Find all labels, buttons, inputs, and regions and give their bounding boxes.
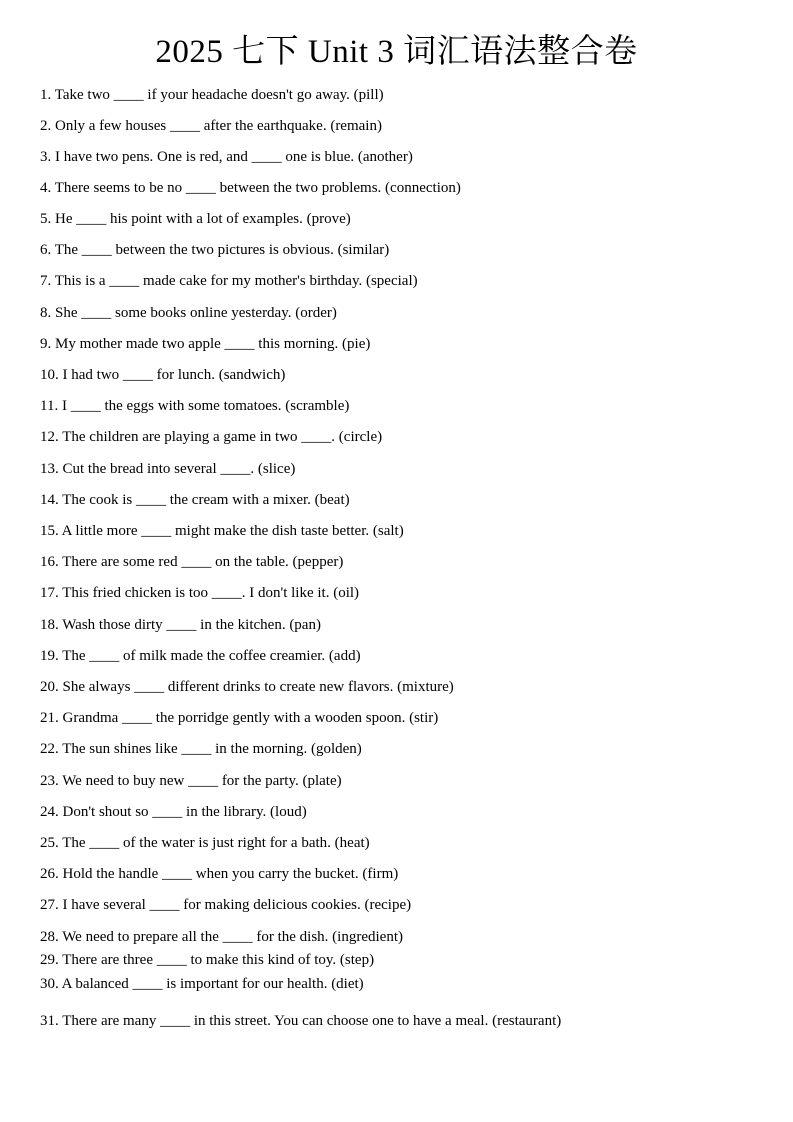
question-19: 19. The ____ of milk made the coffee creamier. (add) bbox=[40, 648, 361, 664]
question-13: 13. Cut the bread into several ____. (slice) bbox=[40, 461, 296, 477]
question-15: 15. A little more ____ might make the dish taste better. (salt) bbox=[40, 523, 404, 539]
question-8: 8. She ____ some books online yesterday. (order) bbox=[40, 305, 337, 321]
question-26: 26. Hold the handle ____ when you carry the bucket. (firm) bbox=[40, 866, 399, 882]
question-3: 3. I have two pens. One is red, and ____ one is blue. (another) bbox=[40, 149, 413, 165]
question-28: 28. We need to prepare all the ____ for the dish. (ingredient) bbox=[40, 929, 403, 945]
question-21: 21. Grandma ____ the porridge gently with a wooden spoon. (stir) bbox=[40, 710, 439, 726]
question-27: 27. I have several ____ for making delicious cookies. (recipe) bbox=[40, 897, 412, 913]
question-30: 30. A balanced ____ is important for our health. (diet) bbox=[40, 976, 364, 992]
question-17: 17. This fried chicken is too ____. I don't like it. (oil) bbox=[40, 585, 360, 601]
question-12: 12. The children are playing a game in two ____. (circle) bbox=[40, 429, 383, 445]
page-title: 2025 七下 Unit 3 词汇语法整合卷 bbox=[155, 34, 638, 70]
question-9: 9. My mother made two apple ____ this morning. (pie) bbox=[40, 336, 371, 352]
question-5: 5. He ____ his point with a lot of examples. (prove) bbox=[40, 211, 351, 227]
question-14: 14. The cook is ____ the cream with a mixer. (beat) bbox=[40, 492, 350, 508]
question-31: 31. There are many ____ in this street. You can choose one to have a meal. (restaurant) bbox=[40, 1013, 562, 1029]
question-7: 7. This is a ____ made cake for my mother's birthday. (special) bbox=[40, 273, 418, 289]
question-6: 6. The ____ between the two pictures is obvious. (similar) bbox=[40, 242, 390, 258]
question-23: 23. We need to buy new ____ for the party. (plate) bbox=[40, 773, 342, 789]
question-4: 4. There seems to be no ____ between the two problems. (connection) bbox=[40, 180, 461, 196]
question-22: 22. The sun shines like ____ in the morning. (golden) bbox=[40, 741, 362, 757]
question-2: 2. Only a few houses ____ after the earthquake. (remain) bbox=[40, 118, 382, 134]
question-20: 20. She always ____ different drinks to create new flavors. (mixture) bbox=[40, 679, 454, 695]
question-1: 1. Take two ____ if your headache doesn't go away. (pill) bbox=[40, 87, 384, 103]
question-10: 10. I had two ____ for lunch. (sandwich) bbox=[40, 367, 286, 383]
question-11: 11. I ____ the eggs with some tomatoes. (scramble) bbox=[40, 398, 350, 414]
question-18: 18. Wash those dirty ____ in the kitchen. (pan) bbox=[40, 617, 321, 633]
question-16: 16. There are some red ____ on the table. (pepper) bbox=[40, 554, 344, 570]
question-24: 24. Don't shout so ____ in the library. (loud) bbox=[40, 804, 307, 820]
question-29: 29. There are three ____ to make this kind of toy. (step) bbox=[40, 952, 375, 968]
question-25: 25. The ____ of the water is just right for a bath. (heat) bbox=[40, 835, 370, 851]
